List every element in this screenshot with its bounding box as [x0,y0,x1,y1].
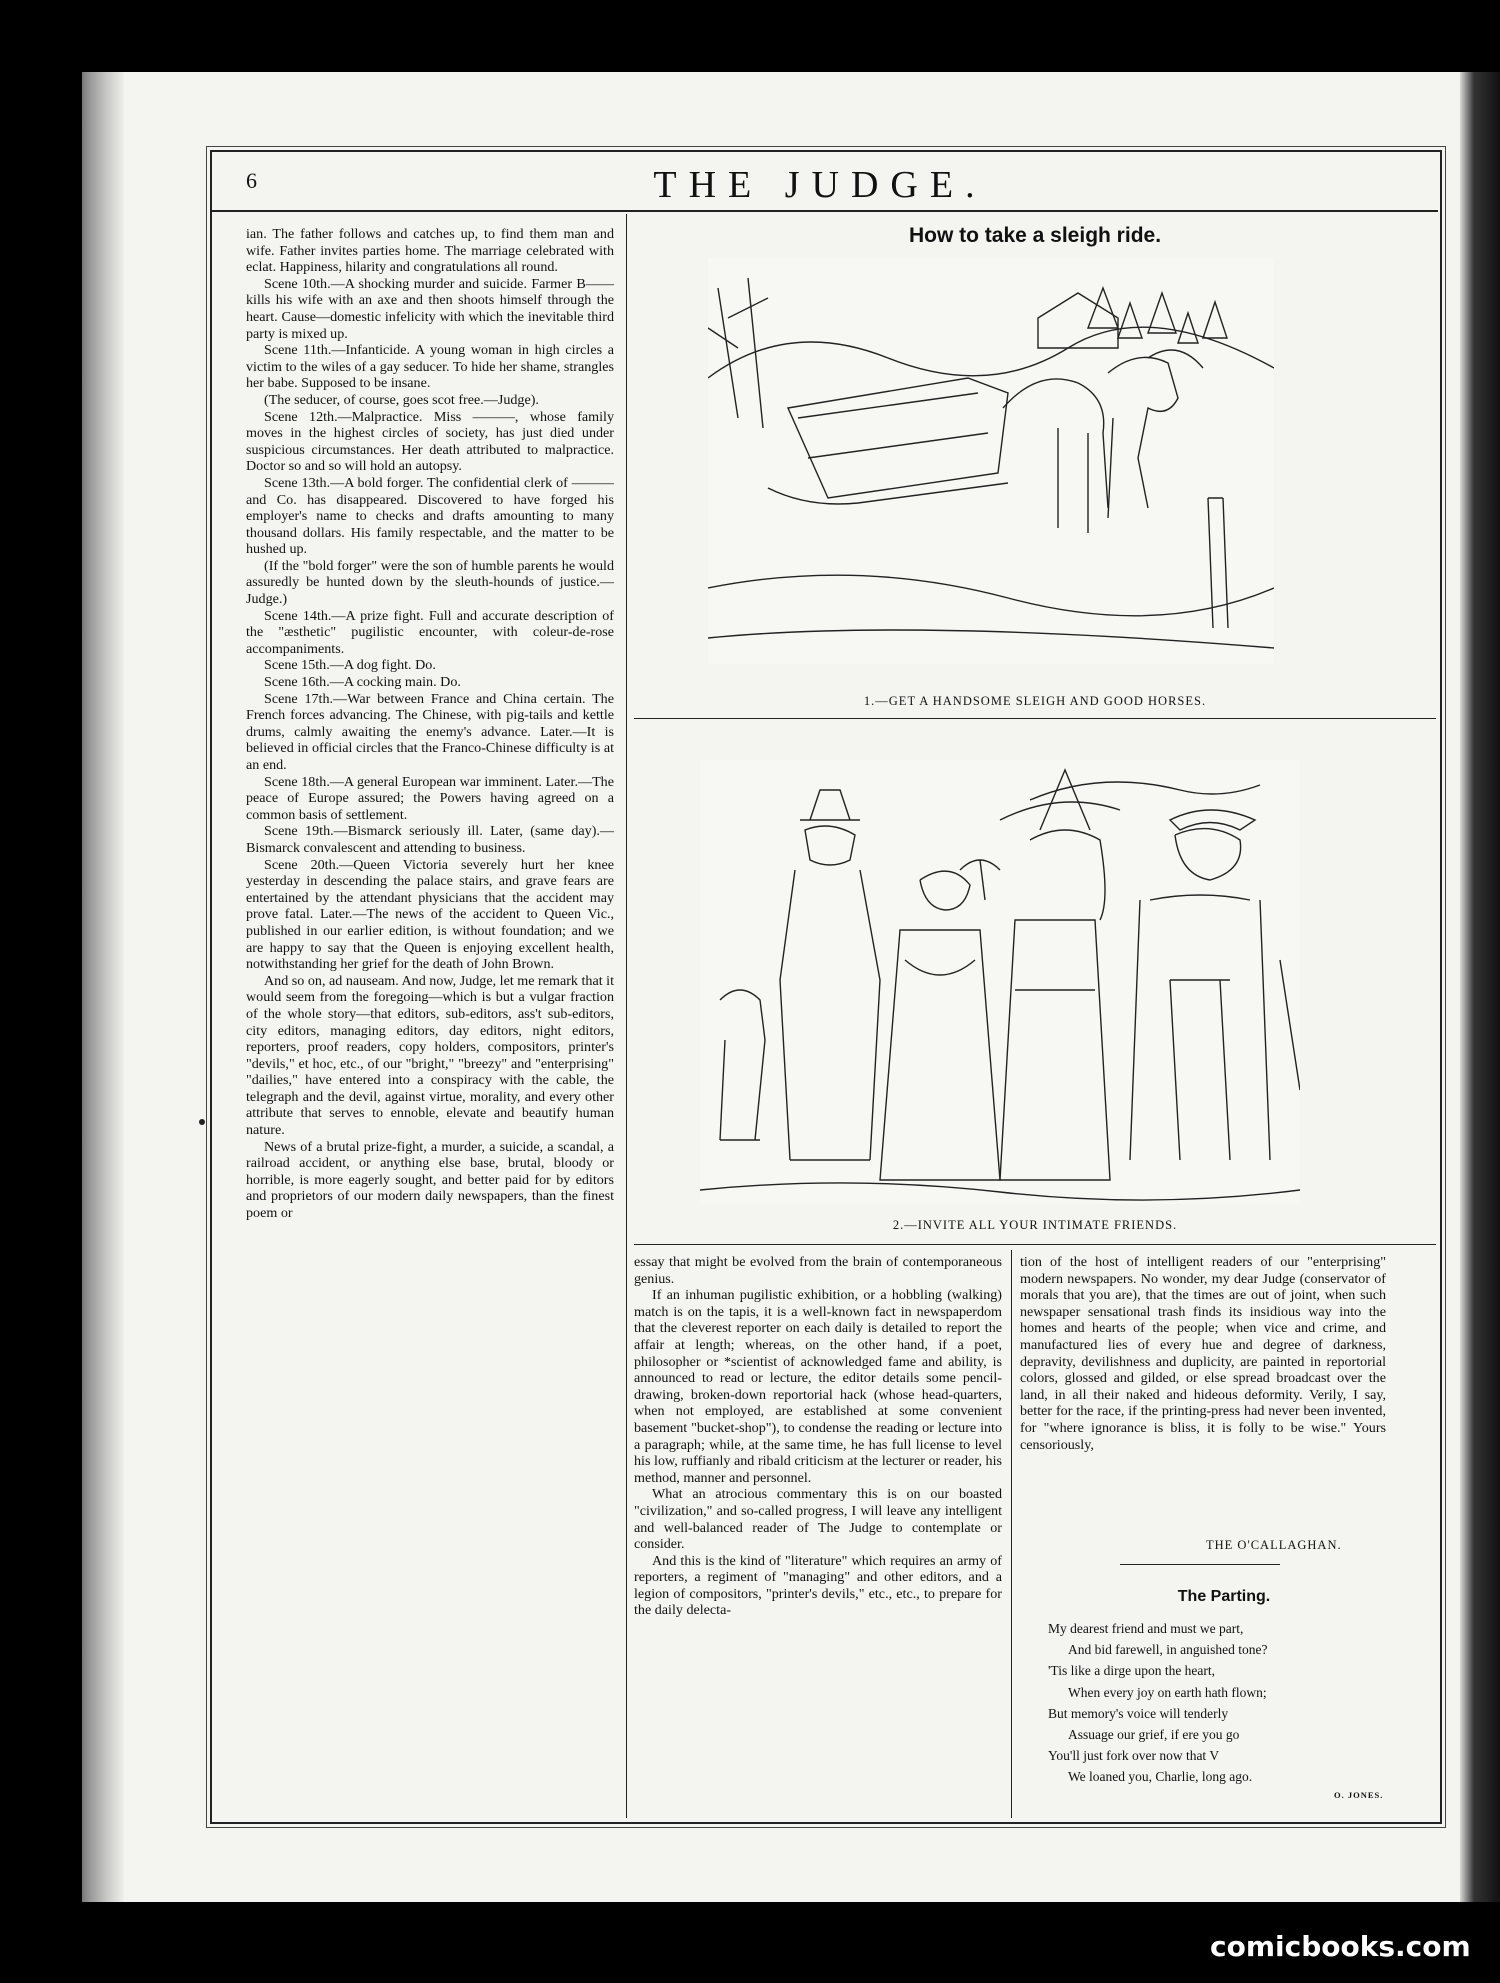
poem-author: O. JONES. [1334,1790,1384,1800]
paragraph: (The seducer, of course, goes scot free.—Judge). [264,391,539,408]
paragraph: And so on, ad nauseam. And now, Judge, let me remark that it would seem from the foregoing—which is but a vulgar fraction of the whole story—that editors, sub-editors, ass't sub-editors, city editors, managing editors, day editors, night editors, reporters, proof readers, copy holders, compositors, printer's "devils," et hoc, etc., of our "bright," "breezy" and "enterprising" "dailies," have entered into a conspiracy with the cable, the telegraph and the devil, against virtue, morality, and every other attribute that serves to ennoble, elevate and beautify human nature. [246,972,614,1139]
illustration-caption-2: 2.—INVITE ALL YOUR INTIMATE FRIENDS. [892,1218,1178,1232]
poem-line: Assuage our grief, if ere you go [1068,1727,1240,1743]
paragraph: ian. The father follows and catches up, to find them man and wife. Father invites parties home. The marriage celebrated with eclat. Happiness, hilarity and congratulations all round. [246,226,614,276]
paragraph: Scene 12th.—Malpractice. Miss ———, whose family moves in the highest circles of society, has just died under suspicious circumstances. Her death attributed to malpractice. Doctor so and so will hold an autopsy. [246,408,614,475]
poem-rule [1120,1564,1280,1565]
poem-line: But memory's voice will tenderly [1048,1705,1229,1721]
paragraph: Scene 15th.—A dog fight. Do. [264,657,436,674]
paragraph: Scene 11th.—Infanticide. A young woman in high circles a victim to the wiles of a gay seducer. To hide her shame, strangles her babe. Supposed to be insane. [246,342,614,392]
paragraph: (If the "bold forger" were the son of humble parents he would assuredly be hunted down by the sleuth-hounds of justice.—Judge.) [246,557,614,608]
illustration-divider [634,718,1436,719]
paragraph: Scene 10th.—A shocking murder and suicide. Farmer B—— kills his wife with an axe and then shoots himself through the heart. Cause—domestic infelicity with which the inevitable third party is mixed up. [246,275,614,342]
paragraph: Scene 14th.—A prize fight. Full and accurate description of the "æsthetic" pugilistic encounter, with coleur-de-rose accompaniments. [246,607,614,657]
right-column [1020,1254,1386,1453]
paragraph: essay that might be evolved from the brain of contemporaneous genius. [634,1254,1002,1287]
paragraph: Scene 19th.—Bismarck seriously ill. Later, (same day).—Bismarck convalescent and attending to business. [246,823,614,856]
illustration-bottom-rule [634,1244,1436,1245]
margin-mark [199,1119,205,1125]
poem [1048,1618,1267,1788]
friends-illustration [700,760,1300,1204]
poem-line: When every joy on earth hath flown; [1068,1684,1267,1700]
sleigh-illustration [708,258,1274,664]
watermark: comicbooks.com [1210,1930,1471,1963]
page-right-edge [1460,72,1500,1902]
poem-line: And bid farewell, in anguished tone? [1068,1642,1268,1658]
masthead-rule [212,210,1438,212]
paragraph: Scene 18th.—A general European war imminent. Later.—The peace of Europe assured; the Powers having agreed on a common basis of settlement. [246,773,614,823]
paragraph: Scene 17th.—War between France and China certain. The French forces advancing. The Chinese, with pig-tails and kettle drums, calmly awaiting the enemy's advance. Later.—It is believed in official circles that the Franco-Chinese difficulty is at an end. [246,690,614,773]
middle-column [634,1254,1002,1619]
paragraph: Scene 20th.—Queen Victoria severely hurt her knee yesterday in descending the palace stairs, and grave fears are entertained by the attendant physicians that the accident may prove fatal. Later.—The news of the accident to Queen Vic., published in our earlier edition, is without foundation; and we are happy to say that the Queen is enjoying excellent health, notwithstanding her grief for the death of John Brown. [246,856,614,973]
column-divider-bottom [1011,1250,1012,1818]
paragraph: Scene 13th.—A bold forger. The confidential clerk of ——— and Co. has disappeared. Discovered to have forged his employer's name to checks and drafts amounting to many thousand dollars. His family respectable, and the matter to be hushed up. [246,474,614,558]
masthead-title: THE JUDGE. [653,164,987,206]
signature: THE O'CALLAGHAN. [1206,1538,1342,1552]
paragraph: If an inhuman pugilistic exhibition, or a hobbling (walking) match is on the tapis, it is a well-known fact in newspaperdom that the cleverest reporter on each daily is detailed to report the affair at length; whereas, on the other hand, if a poet, philosopher or *scientist of acknowledged fame and ability, is announced to read or lecture, the editor details some pencil-drawing, broken-down reportorial hack (whose head-quarters, when not employed, are established at some convenient basement "bucket-shop"), to condense the reading or lecture into a paragraph; while, at the same time, he has full license to level his low, ruffianly and ribald criticism at the lecturer or reader, his method, manner and personnel. [634,1287,1002,1486]
paragraph: tion of the host of intelligent readers of our "enterprising" modern newspapers. No wonder, my dear Judge (conservator of morals that you are), that the times are out of joint, when such newspaper sensational trash finds its insidious way into the homes and hearts of the people; when vice and crime, and manufactured lies of every hue and degree of darkness, depravity, devilishness and duplicity, are painted in reportorial colors, glossed and gilded, or else spread broadcast over the land, in all their naked and hideous deformity. Verily, I say, better for the race, if the printing-press had never been invented, for "where ignorance is bliss, it is folly to be wise." Yours censoriously, [1020,1254,1386,1453]
poem-line: My dearest friend and must we part, [1048,1621,1244,1636]
paragraph: News of a brutal prize-fight, a murder, a suicide, a scandal, a railroad accident, or anything else base, brutal, bloody or horrible, is more eagerly sought, and better paid for by editors and proprietors of our modern daily newspapers, than the finest poem or [246,1138,614,1222]
paragraph: Scene 16th.—A cocking main. Do. [264,674,461,691]
column-divider-left [626,214,627,1818]
page-left-edge [82,72,124,1902]
paragraph: And this is the kind of "literature" which requires an army of reporters, a regiment of "managing" and other editors, and a legion of compositors, "printer's devils," etc., etc., to prepare for the daily delecta- [634,1552,1002,1619]
poem-title: The Parting. [1177,1588,1271,1605]
page-number: 6 [246,168,257,193]
poem-line: We loaned you, Charlie, long ago. [1068,1769,1253,1785]
left-column [246,226,614,1222]
paragraph: What an atrocious commentary this is on our boasted "civilization," and so-called progress, I will leave any intelligent and well-balanced reader of The Judge to contemplate or consider. [634,1486,1002,1553]
illustration-caption-1: 1.—GET A HANDSOME SLEIGH AND GOOD HORSES. [863,694,1207,708]
poem-line: You'll just fork over now that V [1048,1748,1220,1764]
poem-line: 'Tis like a dirge upon the heart, [1048,1663,1216,1679]
illustration-heading: How to take a sleigh ride. [908,224,1162,247]
